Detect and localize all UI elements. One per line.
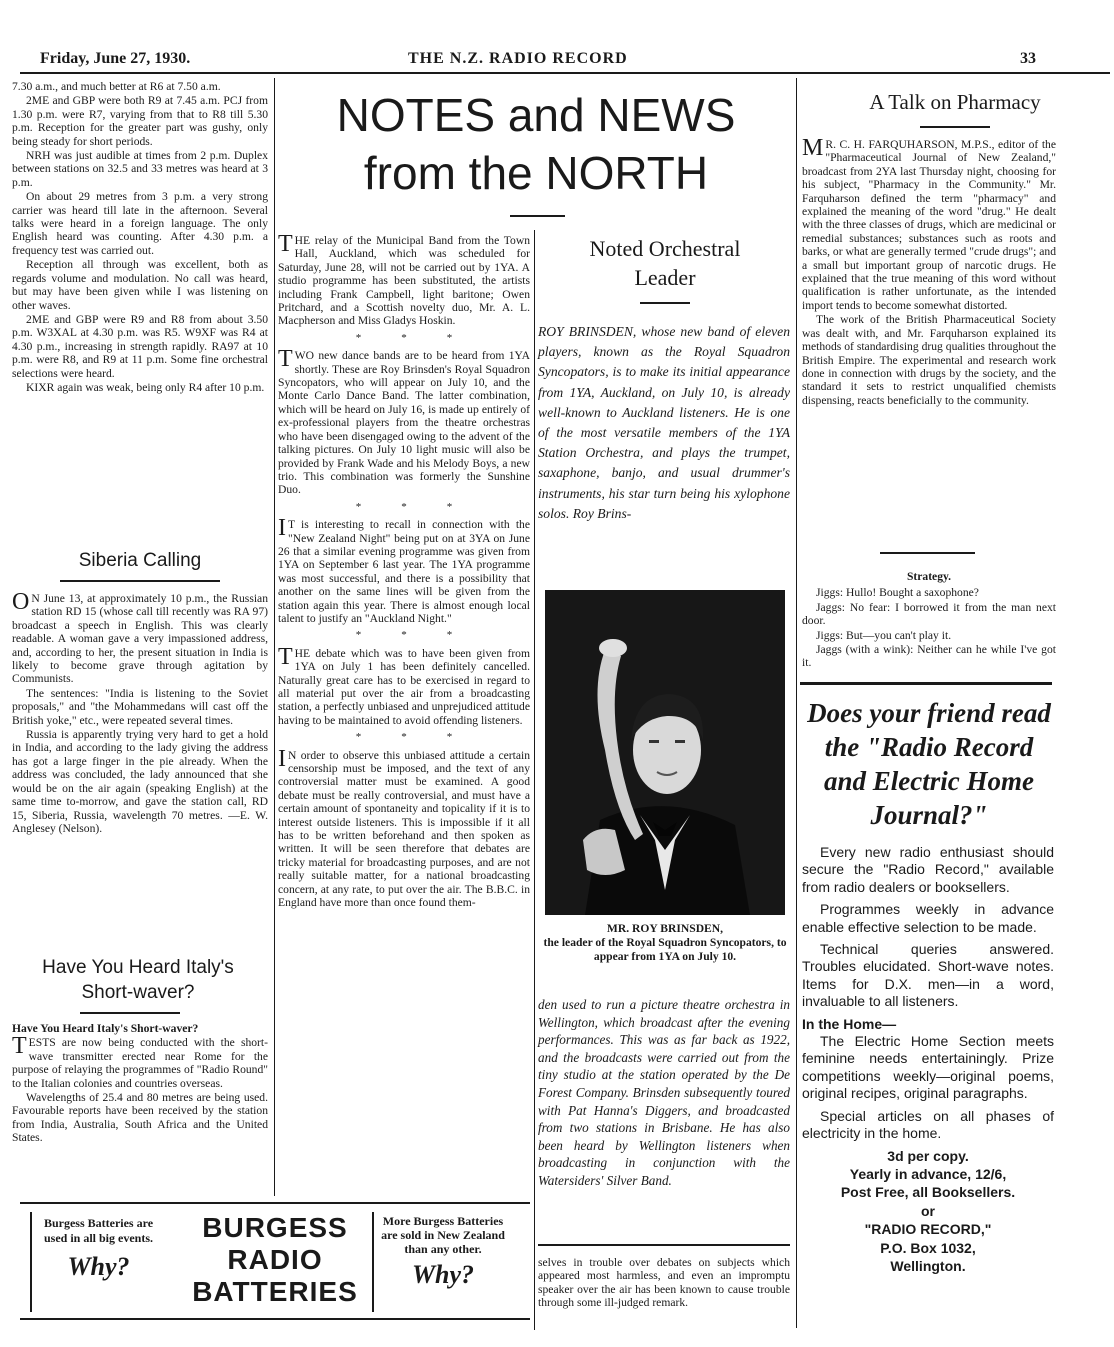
advert-center <box>185 1212 365 1308</box>
strategy-title: Strategy. <box>906 570 952 583</box>
price-line: Yearly in advance, 12/6, <box>849 1165 1007 1182</box>
subheading: In the Home— <box>802 1015 897 1032</box>
star: * <box>355 731 402 744</box>
price-line: 3d per copy. <box>887 1147 969 1164</box>
price-line: or <box>921 1202 935 1219</box>
promo-title: Does your friend read the "Radio Record and Electric Home Journal?" <box>807 698 1051 830</box>
italy-heading: Have You Heard Italy's Short-waver? <box>42 957 234 1003</box>
portrait-illustration <box>545 590 785 915</box>
column-2-notes <box>278 231 530 911</box>
siberia-article <box>12 589 268 836</box>
column-1-top <box>12 80 268 395</box>
pharmacy-article <box>802 135 1056 408</box>
price-line: Wellington. <box>890 1257 966 1274</box>
divider-stars <box>278 501 530 514</box>
star: * <box>446 629 493 642</box>
column-divider-1 <box>274 78 275 1196</box>
star: * <box>446 731 493 744</box>
joke-line: Jiggs: Hullo! Bought a saxophone? <box>816 586 979 600</box>
advert-brand-line: BATTERIES <box>192 1276 358 1307</box>
paragraph: MR. C. H. FARQUHARSON, M.P.S., editor of the "Pharmaceutical Journal of New Zealand," broadcast from 2YA last Thursday night, choosing for his subject, "Pharmacy in the Community." Mr. Farquharson defined the term "pharmacy" and explained the meaning of the word "drug." He dealt with the three classes of drugs, which are medicinal or remedial substances; substances such as roots and barks, or what are generally termed "crude drugs"; and a small but important group of narcotic drugs. He explained that the true meaning of this word without qualification is rather unfortunate, as the intended import tends to become somewhat distorted. <box>802 135 1056 312</box>
debate-continued: selves in trouble over debates on subjects which appeared most harmless, and even an impromptu speaker over the air has been known to cause trouble through some ill-judged remark. <box>538 1256 790 1310</box>
star: * <box>401 731 447 744</box>
paragraph: Special articles on all phases of electricity in the home. <box>802 1107 1054 1142</box>
star: * <box>446 331 493 344</box>
paragraph: 7.30 a.m., and much better at R6 at 7.50 a.m. <box>12 80 221 93</box>
headline-line: from the NORTH <box>363 147 709 199</box>
paragraph: The sentences: "India is listening to the Soviet proposals," and "the Mohammedans will cast off the British yoke," etc., were repeated several times. <box>12 686 268 727</box>
paragraph: 2ME and GBP were R9 and R8 from about 3.50 p.m. W3XAL at 4.30 p.m. was R5. W9XF was R4 at 4.30 p.m., increasing in strength rapidly. RA97 at 10 p.m. were R8, and R9 at 11 p.m. Some fine orchestral selections were heard. <box>12 312 268 380</box>
joke-line: Jaggs: No fear: I borrowed it from the man next door. <box>802 600 1056 628</box>
heading-rule <box>60 580 220 582</box>
paragraph: IN order to observe this unbiased attitude a certain censorship must be imposed, and the text of any controversial matter must be examined. A good debate must be really controversial, and must have a certain amount of spontaneity and topicality if it is to interest outside listeners. This is impossible if it all has to be written beforehand and then spoken as written. It will be seen therefore that debates are tricky material for broadcasting purposes, and are not really suitable matter, for a national broadcasting concern, at any rate, to put over the air. The B.B.C. in England have more than once found them- <box>278 745 530 910</box>
promo-rule <box>800 682 1052 685</box>
star: * <box>401 331 447 344</box>
paragraph: The Electric Home Section meets feminine needs entertainingly. Prize competitions weekly—original poems, original recipes, original paragraphs. <box>802 1033 1054 1102</box>
paragraph: On about 29 metres from 3 p.m. a very strong carrier was heard till late in the afternoon. Several talks were heard in a foreign language. The only English heard was counting. After 4.30 p.m. a frequency test was carried out. <box>12 190 268 257</box>
strategy-joke <box>802 570 1056 671</box>
price-line: P.O. Box 1032, <box>880 1239 976 1256</box>
pharmacy-heading: A Talk on Pharmacy <box>869 90 1041 114</box>
divider-stars <box>278 731 530 744</box>
promo-body <box>802 844 1054 1276</box>
price-line: "RADIO RECORD," <box>864 1221 992 1238</box>
masthead-title: THE N.Z. RADIO RECORD <box>408 50 628 67</box>
paragraph: Technical queries answered. Troubles elucidated. Short-wave notes. Items for D.X. men—in a word, invaluable to all listeners. <box>802 941 1054 1010</box>
main-headline <box>282 86 790 202</box>
paragraph: Every new radio enthusiast should secure the "Radio Record," available from radio dealers or booksellers. <box>802 844 1054 895</box>
burgess-advert <box>20 1202 530 1320</box>
heading-rule <box>920 126 990 128</box>
star: * <box>355 331 402 344</box>
column-divider-2 <box>534 230 535 1330</box>
paragraph: THE debate which was to have been given from 1YA on July 1 has been definitely cancelled. Naturally great care has to be exercised in regard to all material put over the air from a broadcasting station, a perfectly unbiased and unprejudiced attitude having to be maintained to avoid offending listeners. <box>278 643 530 727</box>
column-divider-3 <box>796 78 797 1328</box>
photo-caption <box>540 922 790 964</box>
advert-brand-line: BURGESS <box>202 1212 348 1243</box>
headline-line: NOTES and NEWS <box>336 89 736 141</box>
paragraph: Wavelengths of 25.4 and 80 metres are being used. Favourable reports have been received by the station from India, Australia, South Africa and the United States. <box>12 1091 268 1145</box>
price-line: Post Free, all Booksellers. <box>840 1184 1016 1201</box>
advert-brand-line: RADIO <box>227 1244 323 1275</box>
star: * <box>355 629 402 642</box>
paragraph: Russia is apparently trying very hard to get a hold in India, and according to the lady giving the address has got a large finger in the pie already. When the address was concluded, the lady announced that she would be on the air again (speaking English) at the same time to-morrow, and gave the station call, RD 15, Siberia, Russia, wavelength 70 metres. —E. W. Anglesey (Nelson). <box>12 728 268 835</box>
advert-right-why: Why? <box>411 1260 475 1289</box>
advert-left-text: Burgess Batteries are used in all big events. <box>43 1216 154 1245</box>
divider-stars <box>278 629 530 642</box>
advert-right-text: More Burgess Batteries are sold in New Zealand than any other. <box>381 1214 505 1256</box>
paragraph: 2ME and GBP were both R9 at 7.45 a.m. PCJ from 1.30 p.m. were R7, varying from that to R8 till 5.30 p.m. Reception for the greater part was gushy, only being steady for short periods. <box>12 94 268 148</box>
headline-rule <box>510 215 565 217</box>
joke-line: Jiggs: But—you can't play it. <box>816 628 952 642</box>
advert-left-box <box>30 1212 165 1312</box>
caption-text: the leader of the Royal Squadron Syncopators, to appear from 1YA on July 10. <box>543 936 787 963</box>
advert-separator-rule <box>538 1244 790 1246</box>
masthead-date: Friday, June 27, 1930. <box>40 50 191 67</box>
star: * <box>401 629 447 642</box>
portrait-photo <box>545 590 785 915</box>
star: * <box>355 500 402 513</box>
paragraph: KIXR again was weak, being only R4 after 10 p.m. <box>26 380 265 394</box>
paragraph: IT is interesting to recall in connection with the "New Zealand Night" being put on at 3YA on June 26 that a similar evening programme was given from 1YA on September 6 last year. The 1YA programme was most successful, and there is a possibility that another on the same lines will be given from the station again this year. There is almost enough local talent to justify an "Auckland Night." <box>278 515 530 625</box>
heading-rule <box>80 1012 180 1014</box>
italy-article <box>12 1022 268 1146</box>
advert-right-box <box>372 1212 512 1312</box>
joke-line: Jaggs (with a wink): Neither can he while I've got it. <box>802 643 1056 670</box>
page-number: 33 <box>1020 50 1036 67</box>
heading-rule <box>640 302 690 304</box>
subheading: Have You Heard Italy's Short-waver? <box>12 1022 199 1035</box>
paragraph: NRH was just audible at times from 2 p.m. Duplex between stations on 32.5 and 33 metres was heard at 3 p.m. <box>12 149 268 189</box>
paragraph: ON June 13, at approximately 10 p.m., the Russian station RD 15 (whose call till recently was RA 97) broadcast a speech in English. This was clearly readable. A woman gave a very impassioned address, and, according to her, the present situation in India is likely to become grave through agitation by Communists. <box>12 589 268 686</box>
orchestral-heading: Noted Orchestral Leader <box>589 236 741 290</box>
advert-left-why: Why? <box>67 1252 130 1281</box>
orchestral-continued: den used to run a picture theatre orchestra in Wellington, which broadcast after the evening performances. This was as far back as 1922, and the broadcasts were carried out from the tiny studio at the station operated by the De Forest Company. Brinsden subsequently toured with Pat Hanna's Diggers, and broadcasted from two stations in Brisbane. He has also been heard by Wellington listeners when broadcasting in conjunction with the Watersiders' Silver Band. <box>538 997 790 1188</box>
orchestral-intro: ROY BRINSDEN, whose new band of eleven players, known as the Royal Squadron Syncopators, is to make its initial appearance from 1YA, Auckland, on July 10, is already well-known to Auckland listeners. He is one of the most versatile members of the 1YA Station Orchestra, and plays the trumpet, saxaphone, banjo, and usual drummer's instruments, his star turn being his xylophone solos. Roy Brins- <box>538 324 790 521</box>
paragraph: THE relay of the Municipal Band from the Town Hall, Auckland, which was scheduled for Saturday, June 28, will not be carried out by 1YA. A studio programme has been substituted, the artists including Frank Campbell, light baritone; Owen Pritchard, and a Scottish novelty duo, Mr. A. L. Macpherson and Miss Gladys Hoskin. <box>278 231 530 328</box>
paragraph: Programmes weekly in advance enable effective selection to be made. <box>802 901 1054 935</box>
paragraph: TWO new dance bands are to be heard from 1YA shortly. These are Roy Brinsden's Royal Squadron Syncopators, who will appear on July 10, and the Monte Carlo Dance Band. The latter combination, which will be heard on July 16, is made up entirely of ex-professional players from the theatre orchestras who have been disengaged owing to the advent of the talking pictures. On July 10 light music will also be provided by Frank Wade and his Melody Boys, a new trio. This combination was formerly the Sunshine Duo. <box>278 346 530 497</box>
star: * <box>401 500 447 513</box>
caption-name: MR. ROY BRINSDEN, <box>606 922 724 935</box>
paragraph: TESTS are now being conducted with the short-wave transmitter erected near Rome for the purpose of relaying the programmes of "Radio Round" to the Italian colonies and countries overseas. <box>12 1033 268 1090</box>
section-rule <box>880 552 975 554</box>
divider-stars <box>278 332 530 345</box>
star: * <box>446 500 493 513</box>
masthead-rule <box>20 72 1110 74</box>
siberia-heading: Siberia Calling <box>78 550 202 571</box>
paragraph: The work of the British Pharmaceutical Society was dealt with, and Mr. Farquharson explained its methods of standardising drug qualities throughout the British Empire. The experimental and research work done in connection with drugs by the society, and the standard it sets to restrict unqualified chemists dispensing, reacts beneficially to the community. <box>802 313 1056 407</box>
paragraph: Reception all through was excellent, both as regards volume and modulation. No call was heard, but may have been given while I was listening on other waves. <box>12 258 268 312</box>
